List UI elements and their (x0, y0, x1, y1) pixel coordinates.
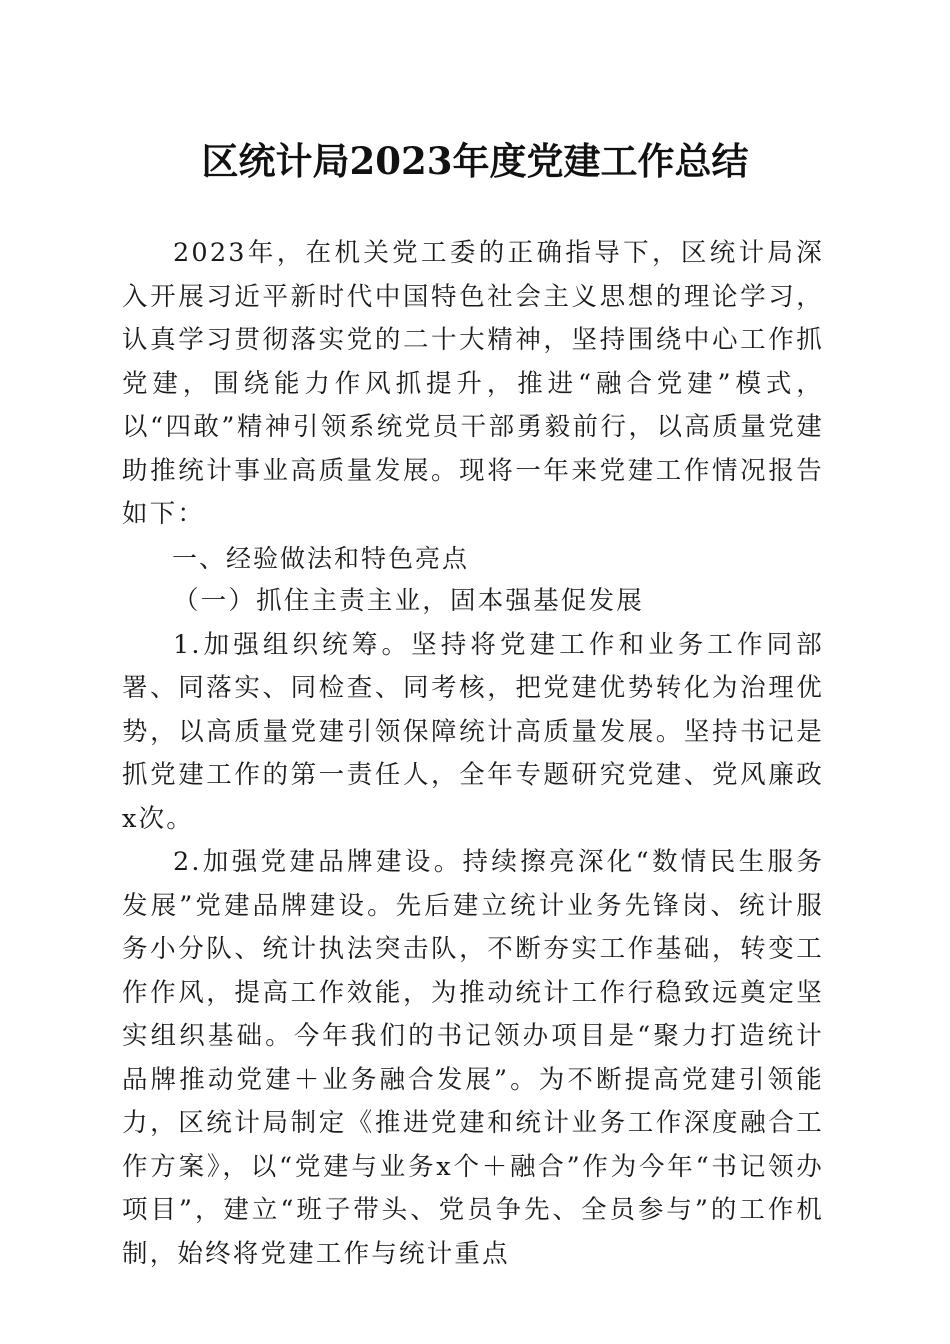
intro-paragraph: 2023年，在机关党工委的正确指导下，区统计局深入开展习近平新时代中国特色社会主义思想的理论学习，认真学习贯彻落实党的二十大精神，坚持围绕中心工作抓党建，围绕能力作风抓提升，推进“融合党建”模式，以“四敢”精神引领系统党员干部勇毅前行，以高质量党建助推统计事业高质量发展。现将一年来党建工作情况报告如下： (122, 238, 824, 529)
item-paragraph-1: 1.加强组织统筹。坚持将党建工作和业务工作同部署、同落实、同检查、同考核，把党建优势转化为治理优势，以高质量党建引领保障统计高质量发展。坚持书记是抓党建工作的第一责任人，全年专题研究党建、党风廉政x次。 (122, 629, 824, 834)
subsection-heading: （一）抓住主责主业，固本强基促发展 (173, 586, 644, 616)
document-title: 区统计局2023年度党建工作总结 (201, 139, 749, 183)
section-heading: 一、经验做法和特色亮点 (172, 543, 470, 573)
item-paragraph-2: 2.加强党建品牌建设。持续擦亮深化“数情民生服务发展”党建品牌建设。先后建立统计业务先锋岗、统计服务小分队、统计执法突击队，不断夯实工作基础，转变工作作风，提高工作效能，为推动统计工作行稳致远奠定坚实组织基础。今年我们的书记领办项目是“聚力打造统计品牌推动党建＋业务融合发展”。为不断提高党建引领能力，区统计局制定《推进党建和统计业务工作深度融合工作方案》，以“党建与业务x个＋融合”作为今年“书记领办项目”，建立“班子带头、党员争先、全员参与”的工作机制，始终将党建工作与统计重点 (122, 847, 824, 1269)
document-body (122, 232, 824, 1276)
